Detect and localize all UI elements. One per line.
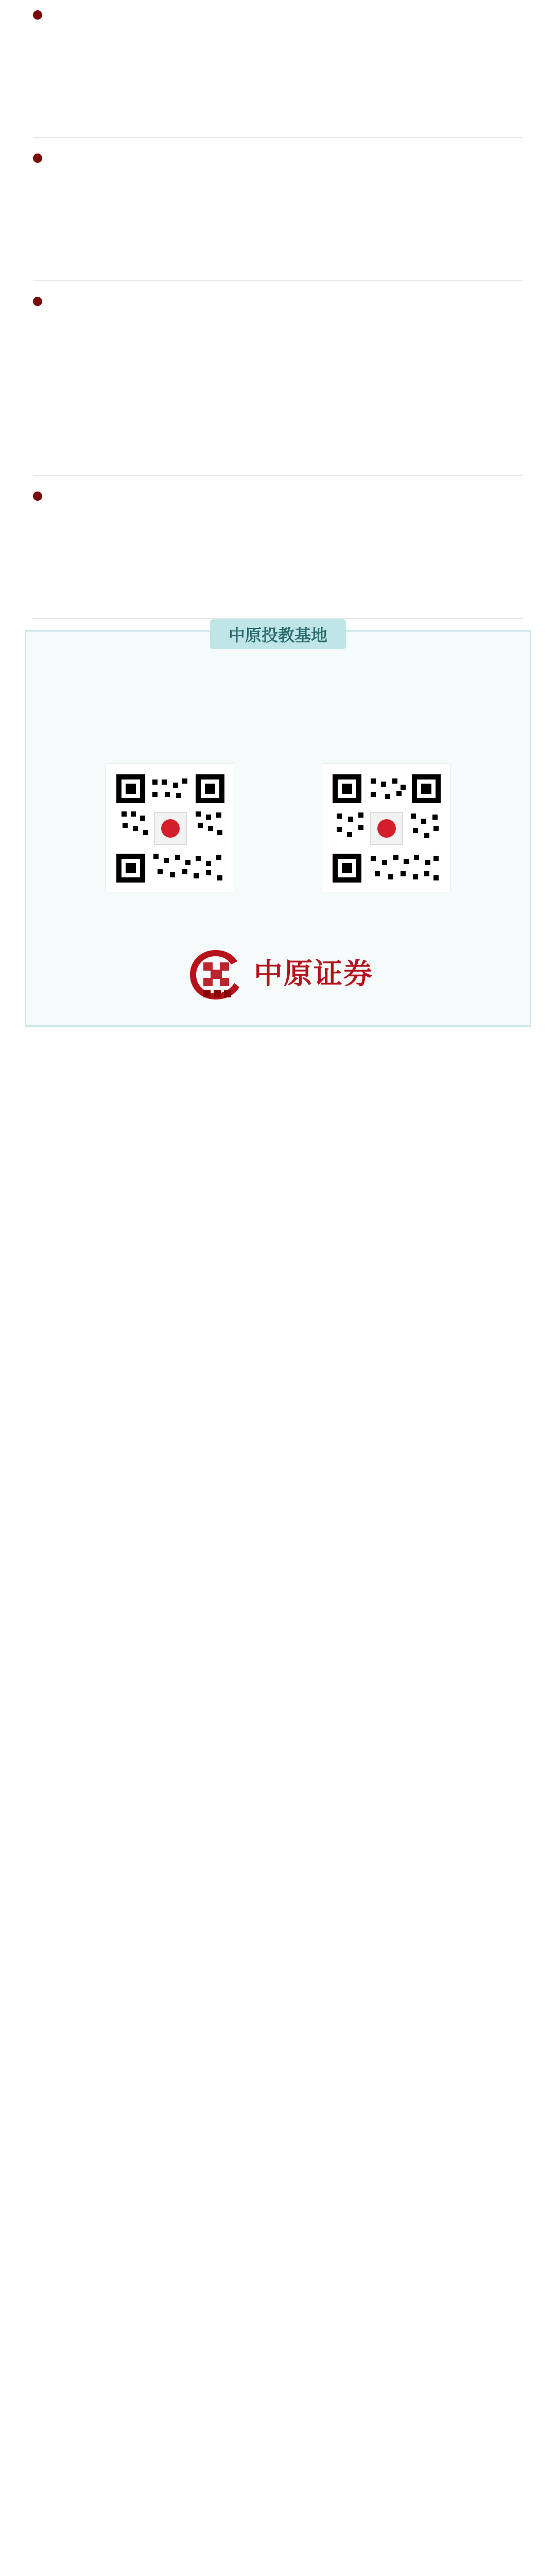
section-paragraph — [33, 34, 523, 67]
section-3 — [33, 297, 523, 456]
section-paragraph — [33, 372, 523, 405]
zhongyuan-logo-icon — [183, 944, 244, 1005]
section-title — [33, 10, 523, 20]
base-introduction-panel — [25, 625, 531, 1027]
qr-row — [26, 764, 530, 917]
footer-logo-row — [26, 944, 530, 1025]
qr-code-art — [327, 769, 446, 888]
qr-code-icon[interactable] — [106, 764, 234, 892]
zhongyuan-logo-svg — [183, 944, 244, 1005]
section-dot-icon — [33, 492, 42, 501]
base-panel-text — [26, 644, 530, 745]
article — [0, 0, 556, 1027]
divider — [33, 280, 523, 281]
footer-brand-cn: 中原证券 — [254, 957, 373, 991]
section-paragraph — [33, 177, 523, 210]
section-title — [33, 154, 523, 163]
section-paragraph — [33, 515, 523, 548]
section-title — [33, 297, 523, 306]
disclaimer-divider — [33, 618, 523, 619]
footer-logo-text — [254, 951, 373, 997]
section-2 — [33, 154, 523, 262]
section-paragraph — [33, 86, 523, 118]
section-paragraph — [33, 423, 523, 456]
section-title — [33, 492, 523, 501]
section-paragraph — [33, 229, 523, 262]
article-content — [0, 0, 556, 619]
base-panel-title-tag — [210, 619, 346, 649]
footer-logo — [183, 944, 373, 1005]
section-paragraph — [33, 567, 523, 600]
section-paragraph — [33, 320, 523, 353]
section-4 — [33, 492, 523, 600]
base-panel-title: 中原投教基地 — [228, 625, 328, 645]
qr-card-right — [322, 764, 450, 917]
divider — [33, 137, 523, 138]
divider — [33, 475, 523, 476]
qr-code-icon[interactable] — [322, 764, 450, 892]
section-1 — [33, 10, 523, 118]
section-dot-icon — [33, 154, 42, 163]
qr-code-art — [111, 769, 230, 888]
qr-card-left — [106, 764, 234, 917]
section-dot-icon — [33, 10, 42, 20]
section-dot-icon — [33, 297, 42, 306]
